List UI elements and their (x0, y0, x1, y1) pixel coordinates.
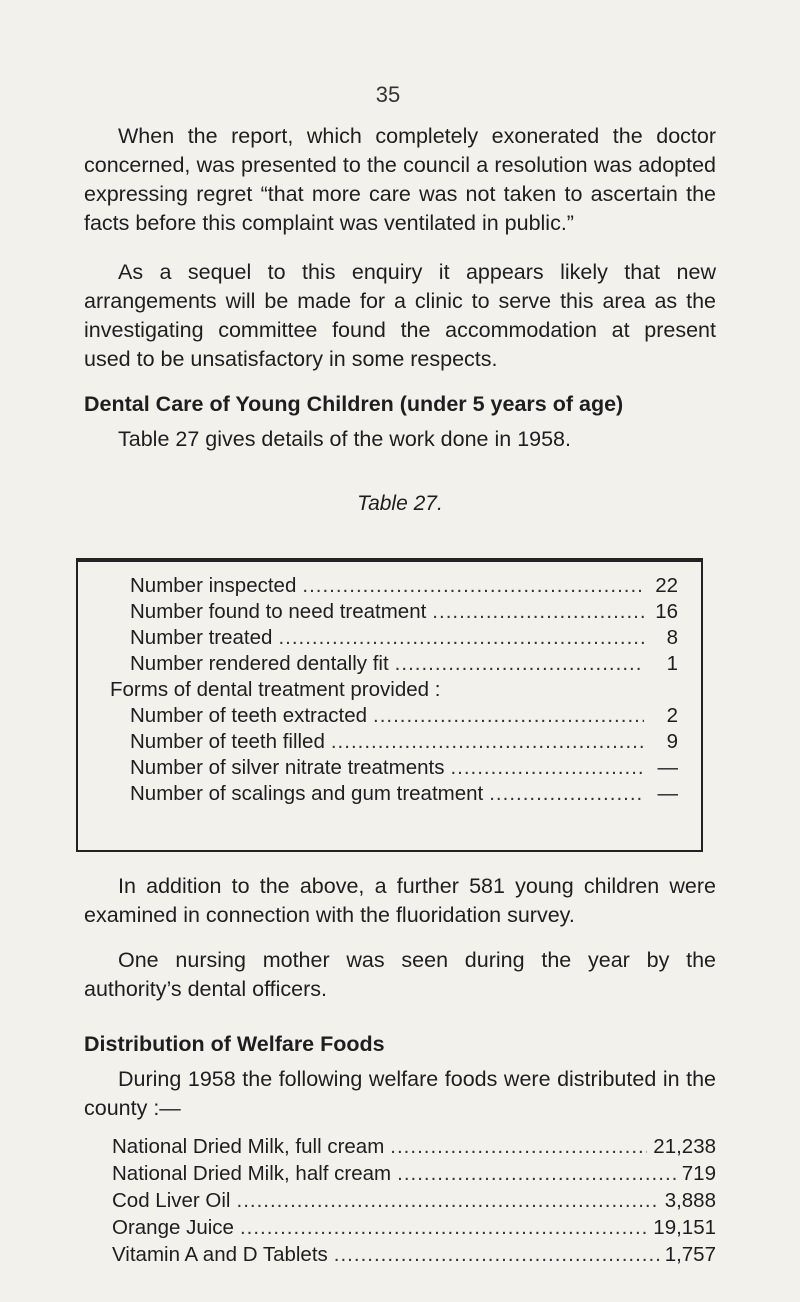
list-item (112, 1189, 716, 1213)
table-row (130, 730, 678, 754)
table-caption: Table 27. (357, 492, 443, 515)
table-row (130, 652, 678, 676)
item-label: Orange Juice (112, 1216, 234, 1239)
row-value: 8 (666, 626, 678, 649)
item-value: 3,888 (664, 1189, 716, 1212)
leader-dots (489, 782, 644, 806)
list-item (112, 1162, 716, 1186)
list-item (112, 1135, 716, 1159)
list-item (112, 1216, 716, 1240)
leader-dots (302, 574, 644, 598)
paragraph-table-intro: Table 27 gives details of the work done in 1958. (118, 427, 571, 451)
leader-dots (397, 1162, 676, 1186)
paragraph-welfare-intro: During 1958 the following welfare foods were distributed in the county :— (84, 1067, 716, 1120)
row-value: — (657, 756, 678, 779)
heading-dental-care: Dental Care of Young Children (under 5 years of age) (84, 392, 624, 416)
table-row (130, 704, 678, 728)
row-label: Number of teeth filled (130, 730, 325, 753)
row-value: — (657, 782, 678, 805)
row-value: 16 (655, 600, 678, 623)
page-number: 35 (375, 82, 401, 107)
leader-dots (450, 756, 644, 780)
table-row (130, 574, 678, 598)
item-label: National Dried Milk, half cream (112, 1162, 392, 1185)
row-label: Number found to need treatment (130, 600, 427, 623)
heading-welfare-foods: Distribution of Welfare Foods (84, 1032, 385, 1056)
table-27 (76, 558, 703, 852)
row-value: 2 (666, 704, 678, 727)
row-label: Number treated (130, 626, 273, 649)
item-value: 21,238 (653, 1135, 716, 1158)
paragraph-clinic-arrangements: As a sequel to this enquiry it appears likely that new arrangements will be made for a clinic to serve this area as the investigating committee found the accommodation at present used to be unsatisfactory in some respects. (84, 260, 716, 371)
item-label: Cod Liver Oil (112, 1189, 231, 1212)
table-row (130, 782, 678, 806)
leader-dots (373, 704, 644, 728)
row-label: Number rendered dentally fit (130, 652, 389, 675)
paragraph-report-resolution: When the report, which completely exonerated the doctor concerned, was presented to the council a resolution was adopted expressing regret “that more care was not taken to ascertain the facts before this complaint was ventilated in public.” (84, 124, 716, 235)
row-value: 22 (655, 574, 678, 597)
leader-dots (240, 1216, 647, 1240)
table-row (130, 600, 678, 624)
row-label: Number of silver nitrate treatments (130, 756, 445, 779)
item-label: Vitamin A and D Tablets (112, 1243, 328, 1266)
paragraph-nursing-mother: One nursing mother was seen during the year by the authority’s dental officers. (84, 948, 716, 1001)
paragraph-fluoridation: In addition to the above, a further 581 young children were examined in connection with the fluoridation survey. (84, 874, 716, 927)
leader-dots (237, 1189, 659, 1213)
row-label: Number of scalings and gum treatment (130, 782, 484, 805)
table-row (130, 756, 678, 780)
row-label: Number inspected (130, 574, 297, 597)
row-label: Number of teeth extracted (130, 704, 368, 727)
table-row (130, 626, 678, 650)
item-value: 1,757 (664, 1243, 716, 1266)
item-label: National Dried Milk, full cream (112, 1135, 385, 1158)
leader-dots (334, 1243, 659, 1267)
table-subheading: Forms of dental treatment provided : (110, 678, 441, 701)
list-item (112, 1243, 716, 1267)
leader-dots (331, 730, 644, 754)
leader-dots (278, 626, 644, 650)
leader-dots (395, 652, 644, 676)
row-value: 1 (666, 652, 678, 675)
item-value: 19,151 (653, 1216, 716, 1239)
leader-dots (390, 1135, 647, 1159)
item-value: 719 (681, 1162, 716, 1185)
leader-dots (432, 600, 644, 624)
row-value: 9 (666, 730, 678, 753)
